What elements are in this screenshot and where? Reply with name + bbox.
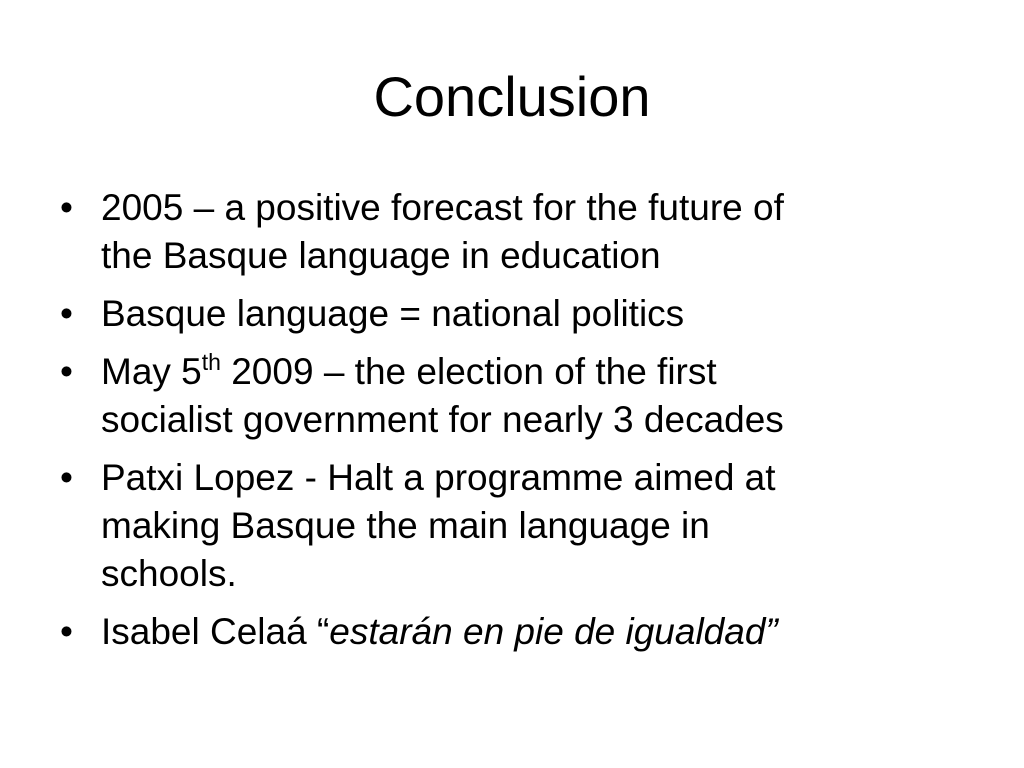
italic-quote: estarán en pie de igualdad” [329,611,778,652]
bullet-text-line: socialist government for nearly 3 decades [101,399,784,440]
bullet-icon: • [60,611,73,652]
bullet-icon: • [60,187,73,228]
bullet-text-prefix: May 5 [101,351,202,392]
bullet-item [60,608,960,656]
bullet-text-suffix: 2009 – the election of the first [220,351,717,392]
bullet-text-line: schools. [101,553,237,594]
ordinal-superscript: th [201,349,221,375]
bullet-icon: • [60,457,73,498]
bullet-item [60,184,960,280]
bullet-text-line: the Basque language in education [101,235,661,276]
bullet-text-line: Basque language = national politics [101,293,685,334]
bullet-item [60,290,960,338]
bullet-text-line: 2005 – a positive forecast for the future of [101,187,784,228]
bullet-icon: • [60,293,73,334]
bullet-item [60,454,960,598]
bullet-icon: • [60,351,73,392]
bullet-text-line: Patxi Lopez - Halt a programme aimed at [101,457,776,498]
bullet-text-line [101,608,960,656]
bullet-text-prefix: Isabel Celaá “ [101,611,330,652]
bullet-text-line: making Basque the main language in [101,505,710,546]
bullet-text-line [101,348,960,396]
slide-title: Conclusion [373,65,651,128]
bullet-list [60,184,960,666]
bullet-item [60,348,960,444]
